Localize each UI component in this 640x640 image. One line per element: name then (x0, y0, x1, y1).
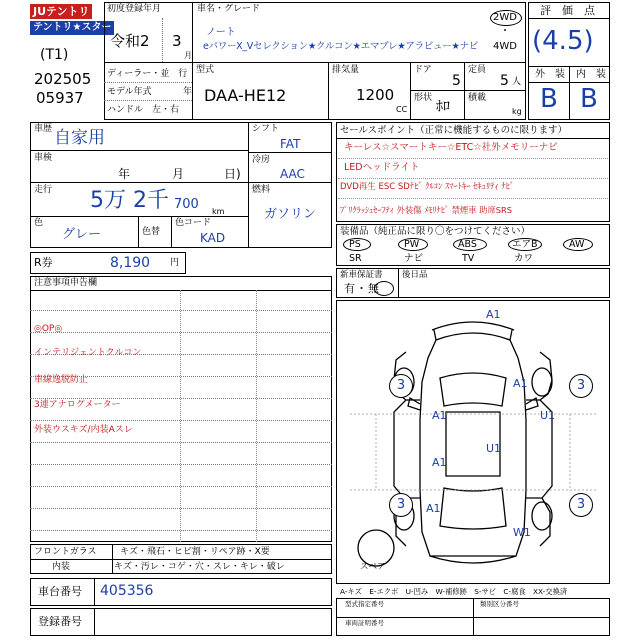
km-unit: km (212, 207, 225, 216)
selling-line-2: LEDヘッドライト (344, 162, 420, 173)
capacity-value: 5 (500, 73, 509, 89)
warranty-label: 新車保証書 (340, 270, 383, 280)
inspection-label: 車検 (34, 153, 53, 163)
logo-box (28, 2, 112, 38)
reg-month: 3 (172, 32, 182, 50)
recycle-label: R券 (34, 256, 53, 269)
note-item-2: インテリジェントクルコン (34, 348, 142, 358)
interior-value: キズ・汚レ・コゲ・穴・スレ・キレ・破レ (114, 562, 285, 572)
lot-number-2: 05937 (36, 89, 84, 107)
equipment-title: 装備品（純正品に限り〇をつけてください） (340, 226, 531, 237)
reg-month-unit: 月 (184, 51, 192, 60)
kg-unit: kg (512, 107, 522, 116)
t-code: (T1) (40, 47, 69, 63)
notes-title: 注意事項申告欄 (34, 278, 98, 288)
equip-aw: AW (569, 239, 585, 250)
int-label: 内 装 (576, 69, 606, 80)
later-label: 後日品 (402, 270, 428, 280)
equip-tv: TV (462, 253, 475, 264)
equip-airbag: エアB (512, 239, 538, 250)
spare-label: スペア (360, 562, 386, 572)
recycle-value: 8,190 (110, 255, 151, 271)
use-value: 自家用 (54, 128, 105, 148)
use-label: 車歴 (34, 124, 53, 134)
warranty-selected-circle (374, 281, 394, 296)
ac-label: 冷房 (252, 155, 271, 165)
equip-sr: SR (349, 253, 362, 264)
selling-line-3: DVD再生 ESC SDﾅﾋﾞ ｸﾙｺﾝ ｽﾏｰﾄｷｰ ｾｷｭﾘﾃｨ ﾅﾋﾞ (340, 182, 515, 192)
recycle-unit: 円 (170, 258, 180, 268)
person-unit: 人 (512, 77, 522, 87)
equip-leather: カワ (514, 253, 534, 264)
eval-score: (4.5) (532, 26, 594, 56)
displacement-label: 排気量 (332, 65, 360, 75)
equip-ps: PS (349, 239, 361, 250)
handle-label: ハンドル 左・右 (107, 105, 180, 115)
color-code-value: KAD (200, 231, 226, 245)
note-item-3: 車線逸脱防止 (34, 375, 89, 385)
inspection-year-unit: 年 (118, 167, 131, 181)
reg-number-label: 登録番号 (38, 615, 82, 628)
warranty-value: 有・無 (344, 282, 380, 295)
car-grade: eパワーX_Vセレクション★クルコン★エマブレ★アラビュー★ナビ (203, 41, 479, 52)
ext-grade: B (540, 84, 558, 114)
ext-label: 外 装 (535, 69, 565, 80)
ac-value: AAC (280, 167, 305, 181)
color-label: 色 (34, 218, 44, 228)
shift-label: シフト (252, 124, 280, 134)
logo-line2: テントリ★スター (30, 21, 114, 35)
drive-2wd: 2WD (493, 12, 517, 23)
type-label: 型式 (196, 65, 215, 75)
fuel-value: ガソリン (264, 207, 317, 222)
wheel-mark-rear-left: 3 (389, 493, 413, 517)
eval-label: 評 価 点 (540, 4, 595, 17)
recycle-box (30, 252, 186, 274)
mark-left-quarter: A1 (426, 502, 441, 515)
capacity-label: 定員 (468, 65, 487, 75)
mark-right-front: U1 (540, 409, 556, 422)
vehicle-num-label: 車両証明番号 (345, 619, 384, 627)
wheel-mark-front-right: 3 (569, 374, 593, 398)
load-label: 積載 (468, 93, 487, 103)
front-glass-value: キズ・飛石・ヒビ割・リペア跡・X要 (120, 547, 270, 557)
lot-number-1: 202505 (34, 70, 92, 88)
reg-era: 令和2 (110, 32, 150, 50)
certify-class-label: 類別区分番号 (480, 600, 519, 608)
cc-unit: CC (396, 105, 408, 114)
equip-abs: ABS (458, 239, 477, 250)
interior-label: 内装 (52, 562, 71, 572)
model-year-label: モデル年式 (107, 87, 152, 97)
mileage-label: 走行 (34, 185, 53, 195)
color-code-label: 色コード (175, 218, 212, 228)
inspection-day-unit: 日) (224, 167, 241, 181)
drive-4wd: 4WD (493, 41, 517, 52)
equip-navi: ナビ (404, 253, 424, 264)
front-glass-label: フロントガラス (34, 547, 97, 557)
note-item-1: ◎OP◎ (34, 324, 63, 334)
dealer-label: ディーラー・並 行 (107, 69, 188, 79)
model-year-unit: 年 (183, 87, 193, 97)
displacement-value: 1200 (356, 86, 395, 104)
reg-year-label: 初度登録年月 (107, 4, 162, 14)
body-value: ﾎﾛ (436, 99, 450, 115)
color-change-label: 色替 (142, 227, 161, 237)
wheel-mark-rear-right: 3 (569, 493, 593, 517)
selling-title: セールスポイント（正常に機能するものに限ります） (340, 125, 568, 136)
car-name: ノート (206, 27, 236, 38)
mark-hood-right: A1 (513, 377, 528, 390)
door-value: 5 (452, 73, 461, 89)
car-diagram (336, 300, 610, 584)
inspection-month-unit: 月 (172, 167, 185, 181)
shift-value: FAT (280, 137, 301, 151)
header-grid (104, 2, 526, 120)
damage-legend: A-キズ E-エクボ U-凹み W-補修跡 S-サビ C-腐食 XX-交換済 (340, 587, 568, 596)
mark-front-bumper: A1 (486, 308, 501, 321)
int-grade: B (580, 84, 598, 114)
chassis-label: 車台番号 (38, 585, 82, 598)
mark-left-rear: A1 (432, 456, 447, 469)
certify-type-label: 型式指定番号 (345, 600, 384, 608)
type-value: DAA-HE12 (204, 86, 287, 105)
note-item-5: 外装ウスキズ/内装Aスレ (34, 425, 133, 435)
carname-label: 車名・グレード (197, 4, 261, 14)
door-label: ドア (414, 65, 432, 75)
mileage-small: 700 (174, 197, 199, 212)
mark-left-front: A1 (432, 409, 447, 422)
body-label: 形状 (414, 93, 433, 103)
logo-line1: JUテントリ (30, 4, 92, 19)
wheel-mark-front-left: 3 (389, 374, 413, 398)
drive-dot: ・ (500, 26, 510, 37)
selling-line-4: ﾌﾟﾘｸﾗｯｼｭｾｰﾌﾃｨ 外装傷 ﾒﾓﾘﾅﾋﾞ 禁煙車 助席SRS (340, 205, 513, 215)
color-value: グレー (62, 227, 102, 242)
selling-line-1: キーレス☆スマートキー☆ETC☆社外メモリーナビ (344, 142, 558, 153)
chassis-value: 405356 (100, 583, 154, 599)
equip-pw: PW (404, 239, 420, 250)
mark-roof: U1 (486, 442, 502, 455)
mark-rear: W1 (513, 526, 531, 539)
note-item-4: 3連アナログメーター (34, 400, 121, 410)
mileage-big: 5万 2千 (90, 188, 169, 213)
fuel-label: 燃料 (252, 185, 271, 195)
